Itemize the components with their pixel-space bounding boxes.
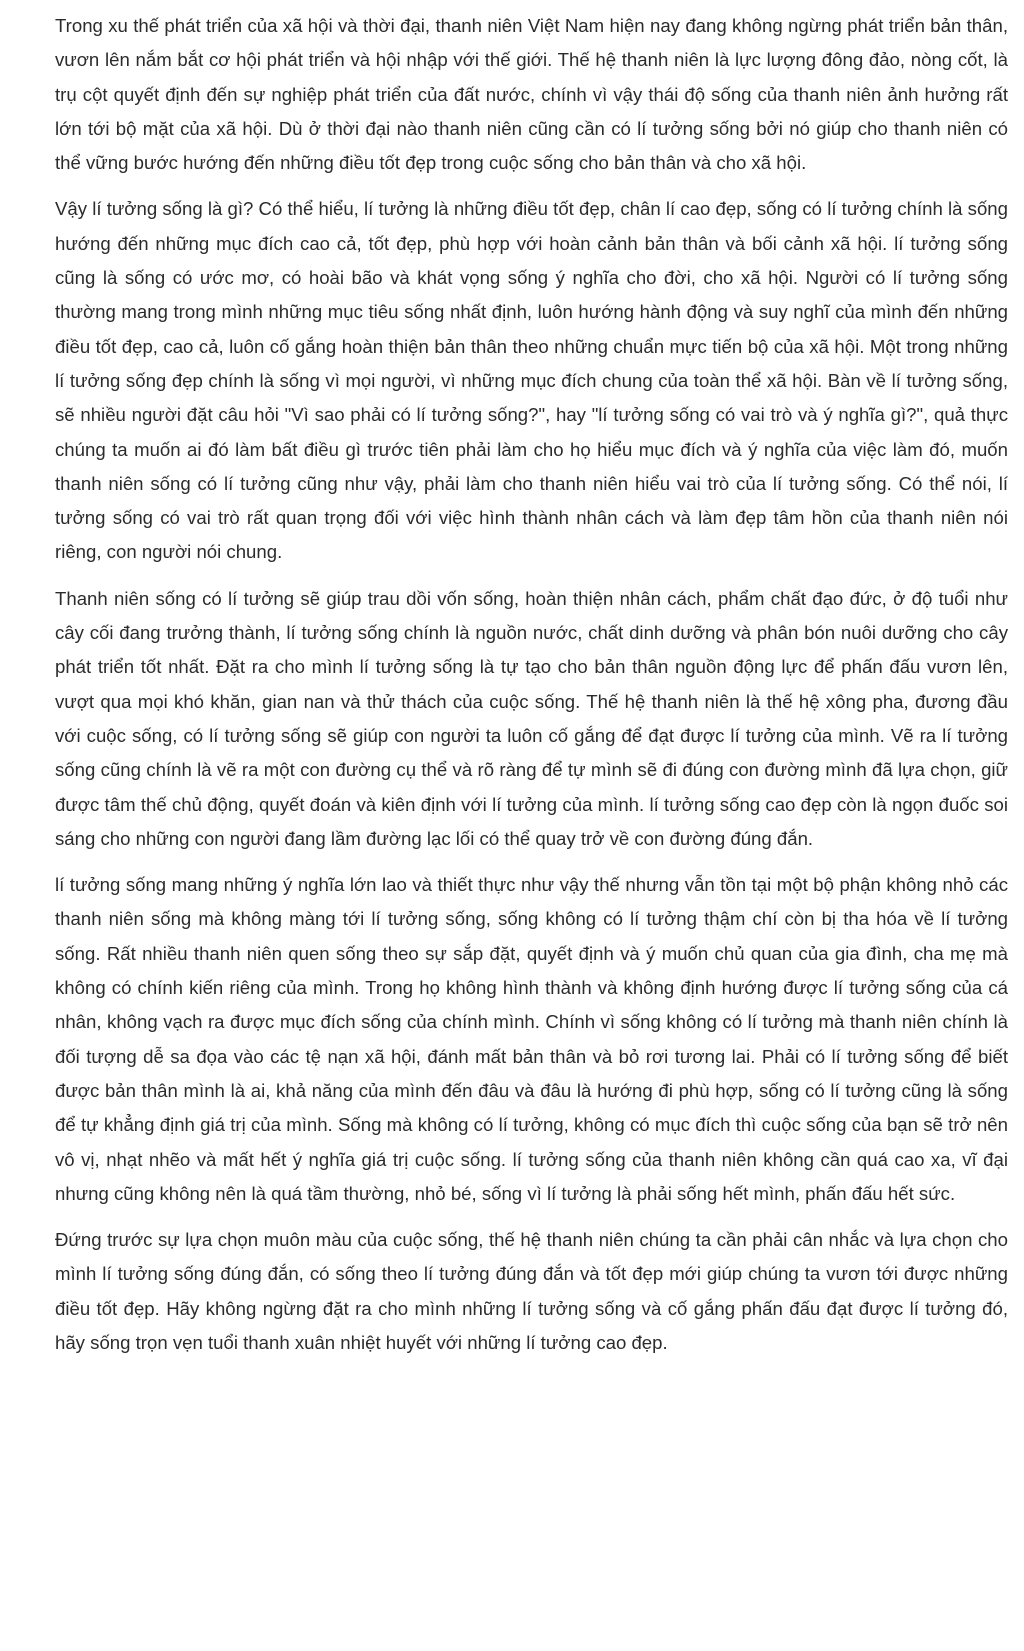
paragraph-1: Trong xu thế phát triển của xã hội và thời đại, thanh niên Việt Nam hiện nay đang không ngừng phát triển bản thân, vươn lên nắm bắt cơ hội phát triển và hội nhập với thế giới. Thế hệ thanh niên là lực lượng đông đảo, nòng cốt, là trụ cột quyết định đến sự nghiệp phát triển của đất nước, chính vì vậy thái độ sống của thanh niên ảnh hưởng rất lớn tới bộ mặt của xã hội. Dù ở thời đại nào thanh niên cũng cần có lí tưởng sống bởi nó giúp cho thanh niên có thể vững bước hướng đến những điều tốt đẹp trong cuộc sống cho bản thân và cho xã hội.: [55, 15, 1008, 174]
paragraph-2: Vậy lí tưởng sống là gì? Có thể hiểu, lí tưởng là những điều tốt đẹp, chân lí cao đẹp, sống có lí tưởng chính là sống hướng đến những mục đích cao cả, tốt đẹp, phù hợp với hoàn cảnh bản thân và bối cảnh xã hội. lí tưởng sống cũng là sống có ước mơ, có hoài bão và khát vọng sống ý nghĩa cho đời, cho xã hội. Người có lí tưởng sống thường mang trong mình những mục tiêu sống nhất định, luôn hướng hành động và suy nghĩ của mình đến những điều tốt đẹp, cao cả, luôn cố gắng hoàn thiện bản thân theo những chuẩn mực tiến bộ của xã hội. Một trong những lí tưởng sống đẹp chính là sống vì mọi người, vì những mục đích chung của toàn thể xã hội. Bàn về lí tưởng sống, sẽ nhiều người đặt câu hỏi "Vì sao phải có lí tưởng sống?", hay "lí tưởng sống có vai trò và ý nghĩa gì?", quả thực chúng ta muốn ai đó làm bất điều gì trước tiên phải làm cho họ hiểu mục đích và ý nghĩa của việc làm đó, muốn thanh niên sống có lí tưởng cũng như vậy, phải làm cho thanh niên hiểu vai trò của lí tưởng sống. Có thể nói, lí tưởng sống có vai trò rất quan trọng đối với việc hình thành nhân cách và làm đẹp tâm hồn của thanh niên nói riêng, con người nói chung.: [55, 198, 1008, 563]
paragraph-5: Đứng trước sự lựa chọn muôn màu của cuộc sống, thế hệ thanh niên chúng ta cần phải cân nhắc và lựa chọn cho mình lí tưởng sống đúng đắn, có sống theo lí tưởng đúng đắn và tốt đẹp mới giúp chúng ta vươn tới được những điều tốt đẹp. Hãy không ngừng đặt ra cho mình những lí tưởng sống và cố gắng phấn đấu đạt được lí tưởng đó, hãy sống trọn vẹn tuổi thanh xuân nhiệt huyết với những lí tưởng cao đẹp.: [55, 1229, 1008, 1353]
paragraph-4: lí tưởng sống mang những ý nghĩa lớn lao và thiết thực như vậy thế nhưng vẫn tồn tại một bộ phận không nhỏ các thanh niên sống mà không màng tới lí tưởng sống, sống không có lí tưởng thậm chí còn bị tha hóa về lí tưởng sống. Rất nhiều thanh niên quen sống theo sự sắp đặt, quyết định và ý muốn chủ quan của gia đình, cha mẹ mà không có chính kiến riêng của mình. Trong họ không hình thành và không định hướng được lí tưởng sống của cá nhân, không vạch ra được mục đích sống của chính mình. Chính vì sống không có lí tưởng mà thanh niên chính là đối tượng dễ sa đọa vào các tệ nạn xã hội, đánh mất bản thân và bỏ rơi tương lai. Phải có lí tưởng sống để biết được bản thân mình là ai, khả năng của mình đến đâu và đâu là hướng đi phù hợp, sống có lí tưởng cũng là sống để tự khẳng định giá trị của mình. Sống mà không có lí tưởng, không có mục đích thì cuộc sống của bạn sẽ trở nên vô vị, nhạt nhẽo và mất hết ý nghĩa giá trị cuộc sống. lí tưởng sống của thanh niên không cần quá cao xa, vĩ đại nhưng cũng không nên là quá tầm thường, nhỏ bé, sống vì lí tưởng là phải sống hết mình, phấn đấu hết sức.: [55, 874, 1008, 1204]
paragraph-3: Thanh niên sống có lí tưởng sẽ giúp trau dồi vốn sống, hoàn thiện nhân cách, phẩm chất đạo đức, ở độ tuổi như cây cối đang trưởng thành, lí tưởng sống chính là nguồn nước, chất dinh dưỡng và phân bón nuôi dưỡng cho cây phát triển tốt nhất. Đặt ra cho mình lí tưởng sống là tự tạo cho bản thân nguồn động lực để phấn đấu vươn lên, vượt qua mọi khó khăn, gian nan và thử thách của cuộc sống. Thế hệ thanh niên là thế hệ xông pha, đương đầu với cuộc sống, có lí tưởng sống sẽ giúp con người ta luôn cố gắng để đạt được lí tưởng của mình. Vẽ ra lí tưởng sống cũng chính là vẽ ra một con đường cụ thể và rõ ràng để tự mình sẽ đi đúng con đường mình đã lựa chọn, giữ được tâm thế chủ động, quyết đoán và kiên định với lí tưởng của mình. lí tưởng sống cao đẹp còn là ngọn đuốc soi sáng cho những con người đang lầm đường lạc lối có thể quay trở về con đường đúng đắn.: [55, 587, 1008, 849]
